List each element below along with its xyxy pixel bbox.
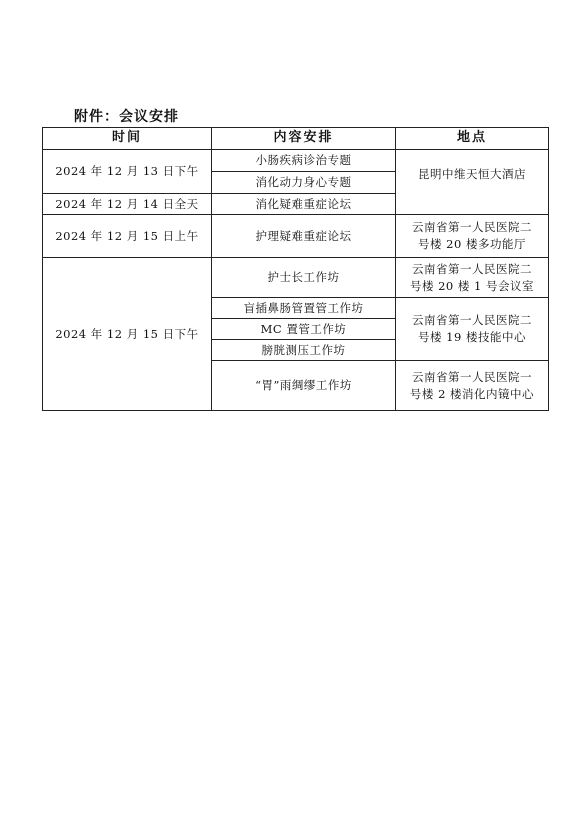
time-cell: 2024 年 12 月 14 日全天: [43, 194, 212, 215]
time-cell: 2024 年 12 月 15 日上午: [43, 215, 212, 258]
time-cell: 2024 年 12 月 15 日下午: [43, 258, 212, 411]
content-cell: 消化疑难重症论坛: [212, 194, 396, 215]
location-cell: [396, 298, 549, 361]
table-row: [43, 150, 549, 172]
location-cell: [396, 258, 549, 298]
table-row: [43, 258, 549, 298]
header-time: 时间: [43, 128, 212, 150]
header-content: 内容安排: [212, 128, 396, 150]
location-line: 号楼 2 楼消化内镜中心: [409, 386, 535, 401]
content-cell: 护士长工作坊: [212, 258, 396, 298]
table-header-row: [43, 128, 549, 150]
content-cell: 盲插鼻肠管置管工作坊: [212, 298, 396, 319]
meeting-schedule-table: [42, 127, 549, 411]
location-line: 云南省第一人民医院二: [412, 261, 532, 276]
location-cell: [396, 361, 549, 411]
attachment-heading: 附件：会议安排: [74, 109, 179, 125]
table-row: [43, 215, 549, 258]
location-text: 昆明中维天恒大酒店: [418, 166, 526, 181]
location-line: 号楼 20 楼 1 号会议室: [409, 278, 535, 293]
content-cell: 小肠疾病诊治专题: [212, 150, 396, 172]
content-cell: 膀胱测压工作坊: [212, 340, 396, 361]
header-location: 地点: [396, 128, 549, 150]
location-line: 云南省第一人民医院一: [412, 369, 532, 384]
location-cell: [396, 215, 549, 258]
location-line: 云南省第一人民医院二: [412, 313, 532, 328]
location-line: 号楼 20 楼多功能厅: [418, 237, 526, 251]
content-cell: “胃”雨绸缪工作坊: [212, 361, 396, 411]
location-line: 号楼 19 楼技能中心: [418, 330, 526, 344]
content-cell: 护理疑难重症论坛: [212, 215, 396, 258]
content-cell: 消化动力身心专题: [212, 172, 396, 194]
location-line: 云南省第一人民医院二: [412, 220, 532, 235]
location-cell: [396, 150, 549, 215]
time-cell: 2024 年 12 月 13 日下午: [43, 150, 212, 194]
content-cell: MC 置管工作坊: [212, 319, 396, 340]
